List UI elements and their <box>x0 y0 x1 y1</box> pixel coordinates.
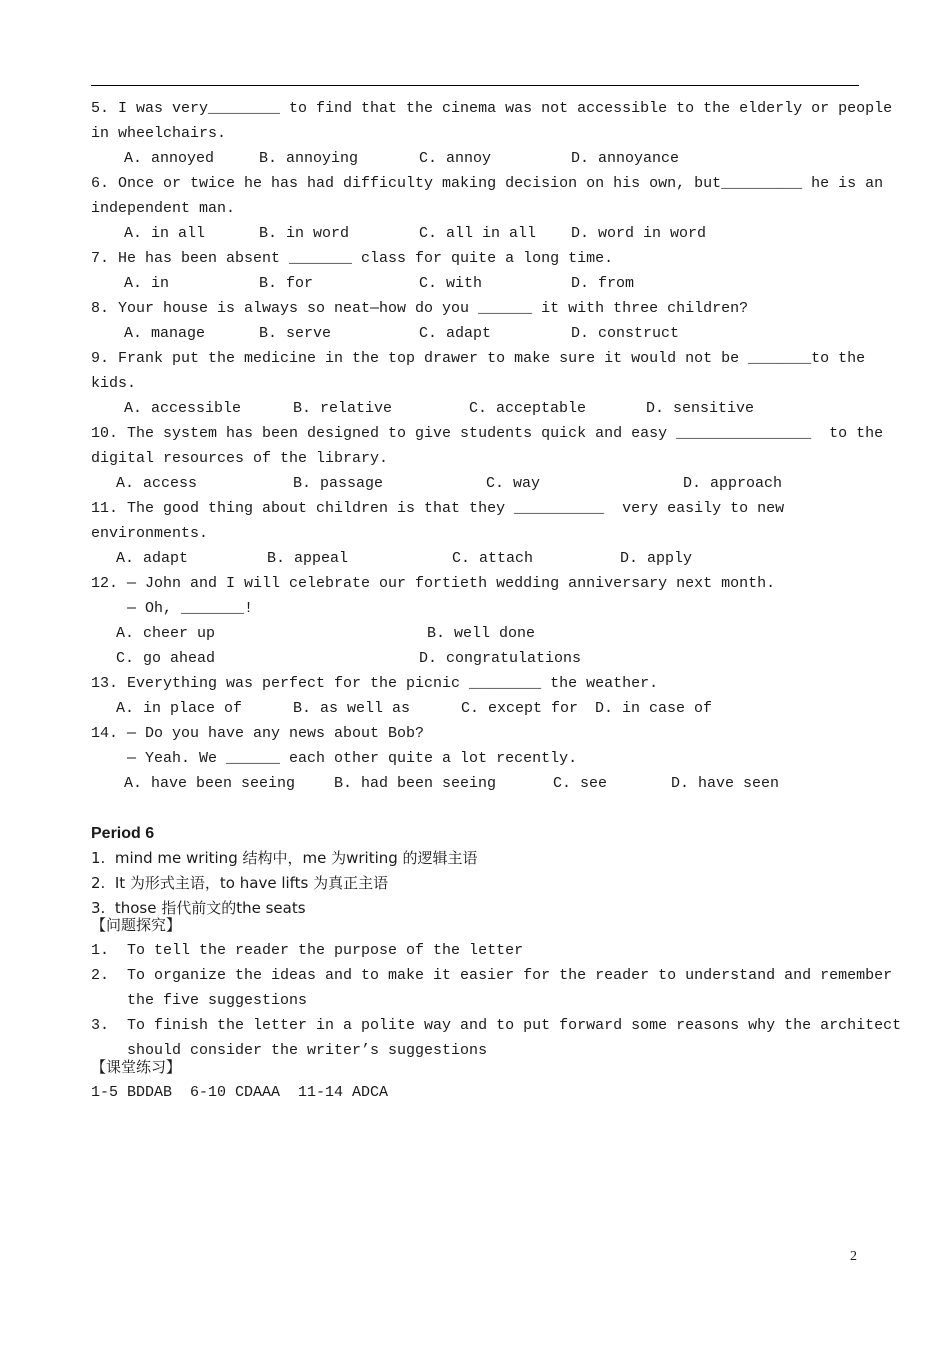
note-line: 3. those 指代前文的the seats <box>91 899 306 917</box>
answer-option: B. annoying <box>259 150 359 167</box>
answer-option: B. appeal <box>267 550 349 567</box>
answer-option: A. accessible <box>124 400 242 417</box>
note-line: 2. It 为形式主语，to have lifts 为真正主语 <box>91 874 389 892</box>
answer-option: C. annoy <box>419 150 492 167</box>
answer-option: D. word in word <box>571 225 707 242</box>
answer-option: C. adapt <box>419 325 492 342</box>
question-stem: kids. <box>91 375 137 392</box>
question-stem: 9. Frank put the medicine in the top drawer to make sure it would not be _______to the <box>91 350 866 367</box>
question-stem: 8. Your house is always so neat—how do you ______ it with three children? <box>91 300 749 317</box>
answer-option: A. in all <box>124 225 206 242</box>
answer-option: D. sensitive <box>646 400 755 417</box>
question-stem: 12. — John and I will celebrate our fortieth wedding anniversary next month. <box>91 575 776 592</box>
question-stem: 14. — Do you have any news about Bob? <box>91 725 425 742</box>
inquiry-line: should consider the writer’s suggestions <box>91 1042 488 1059</box>
question-stem: 7. He has been absent _______ class for quite a long time. <box>91 250 614 267</box>
answer-key: 1-5 BDDAB 6-10 CDAAA 11-14 ADCA <box>91 1084 389 1101</box>
inquiry-line: 3. To finish the letter in a polite way and to put forward some reasons why the architect <box>91 1017 902 1034</box>
answer-option: B. in word <box>259 225 350 242</box>
question-stem: 10. The system has been designed to give students quick and easy _______________ to the <box>91 425 884 442</box>
answer-option: C. with <box>419 275 483 292</box>
answer-option: C. all in all <box>419 225 537 242</box>
answer-option: B. had been seeing <box>334 775 497 792</box>
answer-option: C. go ahead <box>116 650 216 667</box>
answer-option: A. in place of <box>116 700 243 717</box>
answer-option: A. manage <box>124 325 206 342</box>
inquiry-line: the five suggestions <box>91 992 308 1009</box>
question-stem: in wheelchairs. <box>91 125 227 142</box>
answer-option: D. annoyance <box>571 150 680 167</box>
answer-option: B. passage <box>293 475 384 492</box>
answer-option: B. relative <box>293 400 393 417</box>
answer-option: A. adapt <box>116 550 189 567</box>
note-line: 1. mind me writing 结构中，me 为writing 的逻辑主语 <box>91 849 478 867</box>
answer-option: B. well done <box>427 625 536 642</box>
answer-option: A. have been seeing <box>124 775 296 792</box>
question-stem: digital resources of the library. <box>91 450 389 467</box>
answer-option: C. see <box>553 775 608 792</box>
answer-option: A. in <box>124 275 170 292</box>
section-heading: 【课堂练习】 <box>91 1058 182 1076</box>
question-stem: 11. The good thing about children is that they __________ very easily to new <box>91 500 785 517</box>
answer-option: C. attach <box>452 550 534 567</box>
question-stem: 5. I was very________ to find that the cinema was not accessible to the elderly or people <box>91 100 893 117</box>
question-stem: — Yeah. We ______ each other quite a lot recently. <box>91 750 578 767</box>
section-title: Period 6 <box>91 825 155 842</box>
header-rule <box>91 85 859 86</box>
answer-option: C. way <box>486 475 541 492</box>
answer-option: B. for <box>259 275 314 292</box>
answer-option: D. congratulations <box>419 650 582 667</box>
answer-option: C. except for <box>461 700 579 717</box>
answer-option: A. annoyed <box>124 150 215 167</box>
inquiry-line: 2. To organize the ideas and to make it easier for the reader to understand and remember <box>91 967 893 984</box>
question-stem: 6. Once or twice he has had difficulty making decision on his own, but_________ he is an <box>91 175 884 192</box>
answer-option: A. access <box>116 475 198 492</box>
answer-option: B. as well as <box>293 700 411 717</box>
inquiry-line: 1. To tell the reader the purpose of the letter <box>91 942 524 959</box>
answer-option: B. serve <box>259 325 332 342</box>
answer-option: D. in case of <box>595 700 713 717</box>
section-heading: 【问题探究】 <box>91 916 182 934</box>
answer-option: D. have seen <box>671 775 780 792</box>
question-stem: — Oh, _______! <box>91 600 254 617</box>
answer-option: D. approach <box>683 475 783 492</box>
question-stem: environments. <box>91 525 209 542</box>
answer-option: A. cheer up <box>116 625 216 642</box>
page-number: 2 <box>850 1249 857 1264</box>
question-stem: 13. Everything was perfect for the picnic ________ the weather. <box>91 675 659 692</box>
answer-option: D. from <box>571 275 635 292</box>
answer-option: C. acceptable <box>469 400 587 417</box>
question-stem: independent man. <box>91 200 236 217</box>
answer-option: D. apply <box>620 550 693 567</box>
answer-option: D. construct <box>571 325 680 342</box>
